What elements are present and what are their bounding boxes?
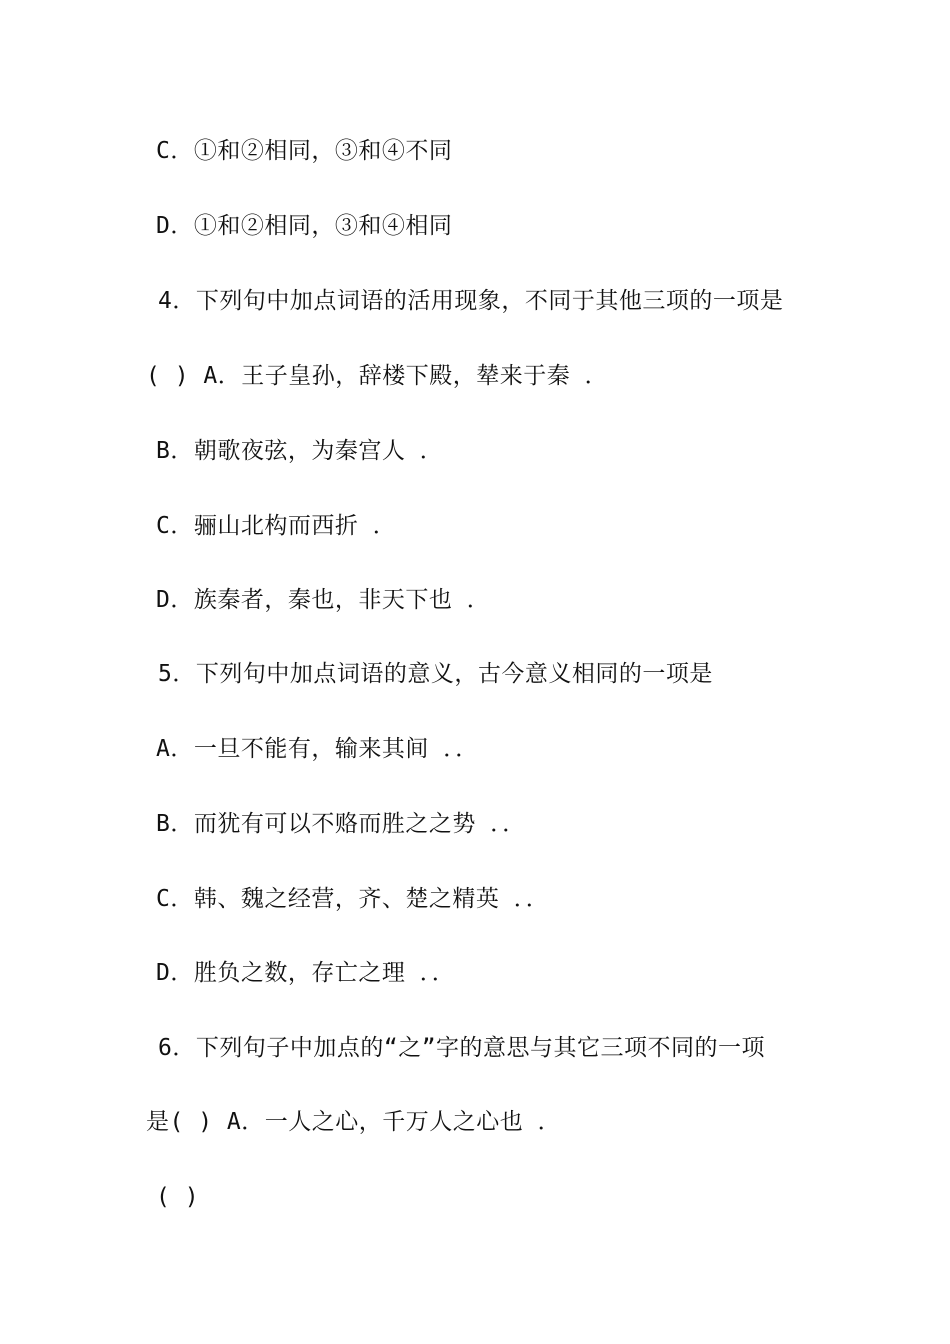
question-4-option-c: C．骊山北构而西折 ． [156, 513, 397, 539]
question-6-option-a: 是( ) A．一人之心，千万人之心也 ． [146, 1109, 562, 1135]
answer-blank: ( ) [156, 1184, 200, 1210]
question-5-option-c: C．韩、魏之经营，齐、楚之精英 ．． [156, 886, 550, 912]
option-c-line: C．①和②相同，③和④不同 [156, 138, 453, 164]
question-5-option-b: B．而犹有可以不赂而胜之之势 ．． [156, 811, 526, 837]
option-d-line: D．①和②相同，③和④相同 [156, 213, 453, 239]
question-4-stem: 4．下列句中加点词语的活用现象，不同于其他三项的一项是 [158, 288, 784, 314]
question-4-option-b: B．朝歌夜弦，为秦宫人 ． [156, 438, 444, 464]
question-4-option-d: D．族秦者，秦也，非天下也 ． [156, 587, 491, 613]
question-5-option-d: D．胜负之数，存亡之理 ．． [156, 960, 456, 986]
question-5-option-a: A．一旦不能有，输来其间 ．． [156, 736, 479, 762]
question-4-option-a: ( ) A．王子皇孙，辞楼下殿，辇来于秦 ． [146, 363, 609, 389]
question-5-stem: 5．下列句中加点词语的意义，古今意义相同的一项是 [158, 661, 713, 687]
question-6-stem: 6．下列句子中加点的“之”字的意思与其它三项不同的一项 [158, 1035, 766, 1061]
